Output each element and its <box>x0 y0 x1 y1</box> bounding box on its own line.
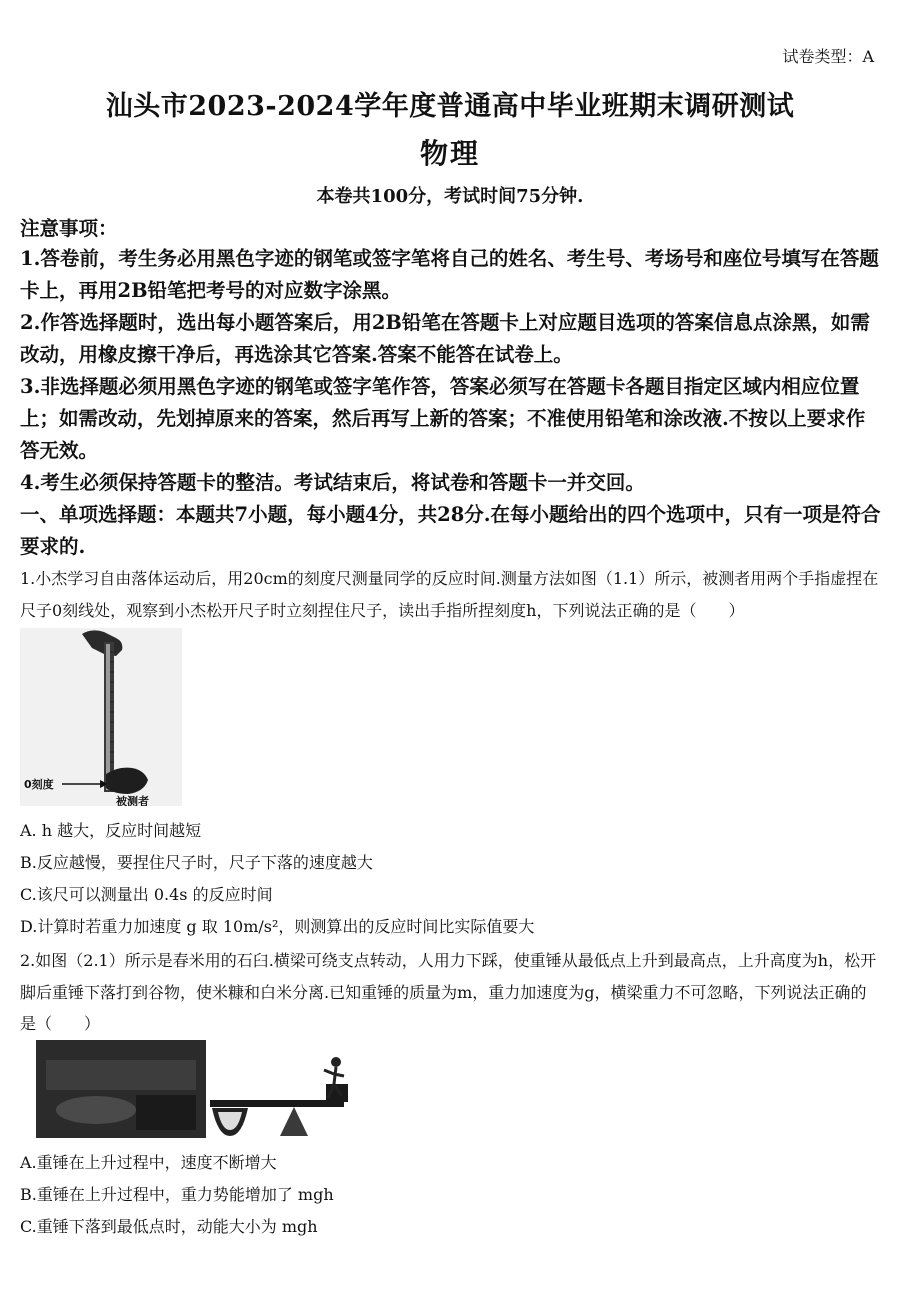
subject-label: 被测者 <box>116 795 149 806</box>
q2-option-a: A.重锤在上升过程中，速度不断增大 <box>20 1153 277 1172</box>
note-item-2: 2.作答选择题时，选出每小题答案后，用2B铅笔在答题卡上对应题目选项的答案信息点涂黑，如需改动，用橡皮擦干净后，再选涂其它答案.答案不能答在试卷上。 <box>20 311 870 366</box>
q1-option-c: C.该尺可以测量出 0.4s 的反应时间 <box>20 885 273 904</box>
q1-option-a: A. h 越大，反应时间越短 <box>20 821 202 840</box>
paper-type-label: 试卷类型：A <box>782 47 874 66</box>
exam-title: 汕头市2023-2024学年度普通高中毕业班期末调研测试 <box>105 91 795 122</box>
question-1-stem: 1.小杰学习自由落体运动后，用20cm的刻度尺测量同学的反应时间.测量方法如图（1.1）所示，被测者用两个手指虚捏在尺子0刻线处，观察到小杰松开尺子时立刻捏住尺子，读出手指所捏刻度h，下列说法正确的是（ ） <box>20 569 879 620</box>
zero-mark-label: 0刻度 <box>24 778 54 791</box>
note-item-1: 1.答卷前，考生务必用黑色字迹的钢笔或签字笔将自己的姓名、考生号、考场号和座位号填写在答题卡上，再用2B铅笔把考号的对应数字涂黑。 <box>20 247 879 302</box>
q2-option-b: B.重锤在上升过程中，重力势能增加了 mgh <box>20 1185 334 1204</box>
notes-heading: 注意事项： <box>20 217 118 240</box>
figure-2-1 <box>36 1040 388 1138</box>
q1-option-b: B.反应越慢，要捏住尺子时，尺子下落的速度越大 <box>20 853 373 872</box>
lever-beam <box>210 1100 344 1107</box>
q1-option-d: D.计算时若重力加速度 g 取 10m/s²，则测算出的反应时间比实际值要大 <box>20 917 535 936</box>
figure-1-1 <box>20 628 182 806</box>
ruler-illustration <box>20 628 182 806</box>
section-heading: 一、单项选择题：本题共7小题，每小题4分，共28分.在每小题给出的四个选项中，只有一项是符合要求的. <box>20 503 881 558</box>
q2-option-c: C.重锤下落到最低点时，动能大小为 mgh <box>20 1217 318 1236</box>
top-hand-shape <box>82 630 122 656</box>
mortar-illustration <box>36 1040 388 1138</box>
subject-title: 物理 <box>419 137 480 170</box>
bottom-hand-shape <box>106 768 148 794</box>
question-2-stem: 2.如图（2.1）所示是春米用的石臼.横梁可绕支点转动，人用力下踩，使重锤从最低点上升到最高点，上升高度为h，松开脚后重锤下落打到谷物，使米糠和白米分离.已知重锤的质量为m，重力加速度为g，横梁重力不可忽略，下列说法正确的是（ ） <box>20 951 877 1033</box>
exam-info: 本卷共100分，考试时间75分钟. <box>316 186 584 207</box>
note-item-4: 4.考生必须保持答题卡的整洁。考试结束后，将试卷和答题卡一并交回。 <box>20 471 645 494</box>
person-head <box>331 1057 341 1067</box>
note-item-3: 3.非选择题必须用黑色字迹的钢笔或签字笔作答，答案必须写在答题卡各题目指定区域内相应位置上；如需改动，先划掉原来的答案，然后再写上新的答案；不准使用铅笔和涂改液.不按以上要求作答无效。 <box>20 375 866 462</box>
